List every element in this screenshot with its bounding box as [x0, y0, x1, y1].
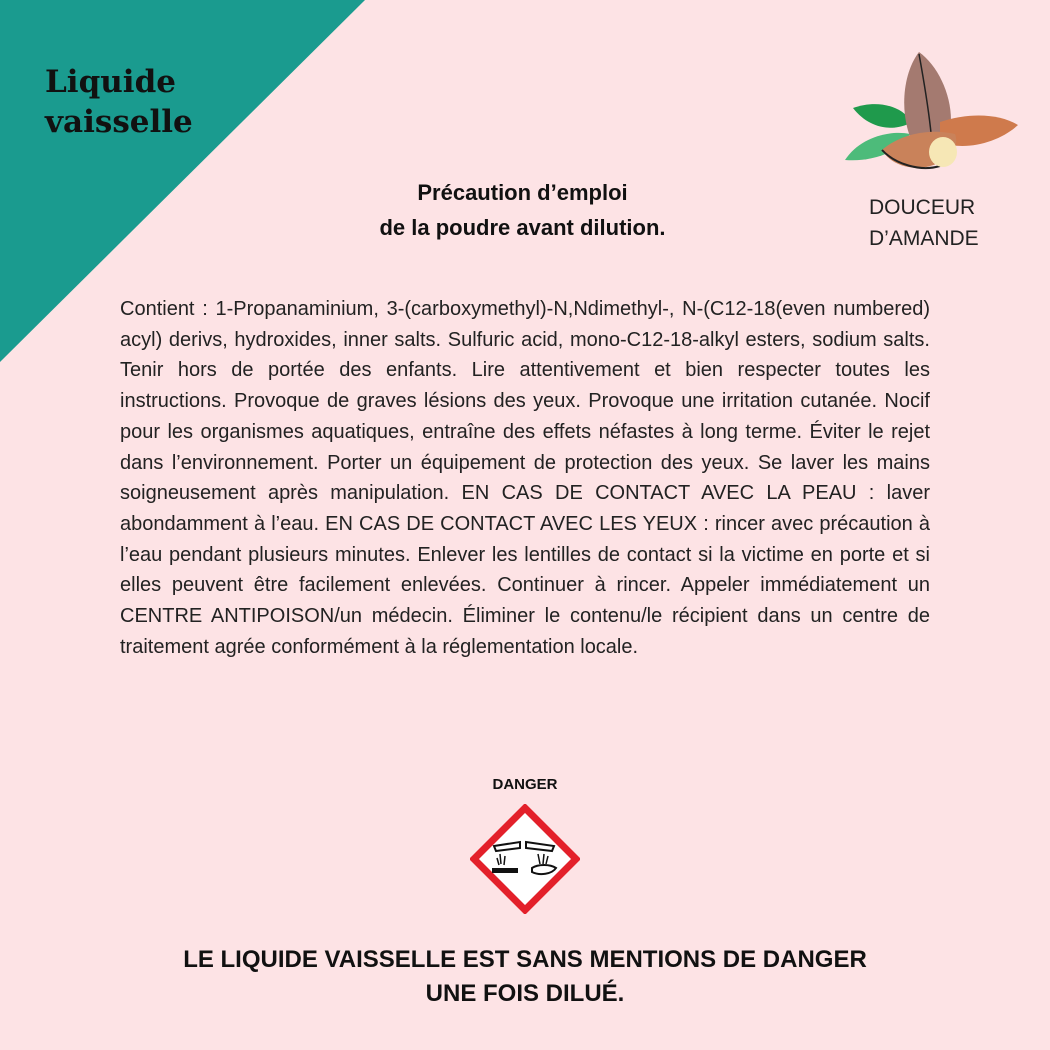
precaution-text: Contient : 1-Propanaminium, 3-(carboxymethyl)-N,Ndimethyl-, N-(C12-18(even numbered) acyl) derivs, hydroxides, inner salts. Sulfuric acid, mono-C12-18-alkyl esters, sodium salts. Tenir hors de portée des enfants. Lire attentivement et bien respecter toutes les instructions. Provoque de graves lésions des yeux. Provoque une irritation cutanée. Nocif pour les organismes aquatiques, entraîne des effets néfastes à long terme. Éviter le rejet dans l’environnement. Porter un équipement de protection des yeux. Se laver les mains soigneusement après manipulation. EN CAS DE CONTACT AVEC LA PEAU : laver abondamment à l’eau. EN CAS DE CONTACT AVEC LES YEUX : rincer avec précaution à l’eau pendant plusieurs minutes. Enlever les lentilles de contact si la victime en porte et si elles peuvent être facilement enlevées. Continuer à rincer. Appeler immédiatement un CENTRE ANTIPOISON/un médecin. Éliminer le contenu/le récipient dans un centre de traitement agrée conformément à la réglementation locale. [120, 298, 930, 658]
heading-line2: de la poudre avant dilution. [379, 215, 666, 240]
product-name [45, 62, 193, 142]
corrosive-pictogram-icon [470, 804, 580, 914]
danger-label: DANGER [492, 776, 558, 793]
heading-line1: Précaution d’emploi [417, 180, 628, 205]
flavor-line1: DOUCEUR [869, 196, 976, 219]
footer-line2: UNE FOIS DILUÉ. [425, 980, 625, 1007]
product-name-line2: vaisselle [45, 104, 193, 140]
flavor-line2: D’AMANDE [869, 227, 979, 250]
footer-statement [100, 943, 950, 1011]
precaution-heading [300, 175, 745, 245]
flavor-label [869, 192, 979, 254]
almond-illustration-icon [840, 42, 1030, 182]
footer-line1: LE LIQUIDE VAISSELLE EST SANS MENTIONS DE DANGER [183, 946, 867, 973]
product-name-line1: Liquide [45, 64, 176, 100]
